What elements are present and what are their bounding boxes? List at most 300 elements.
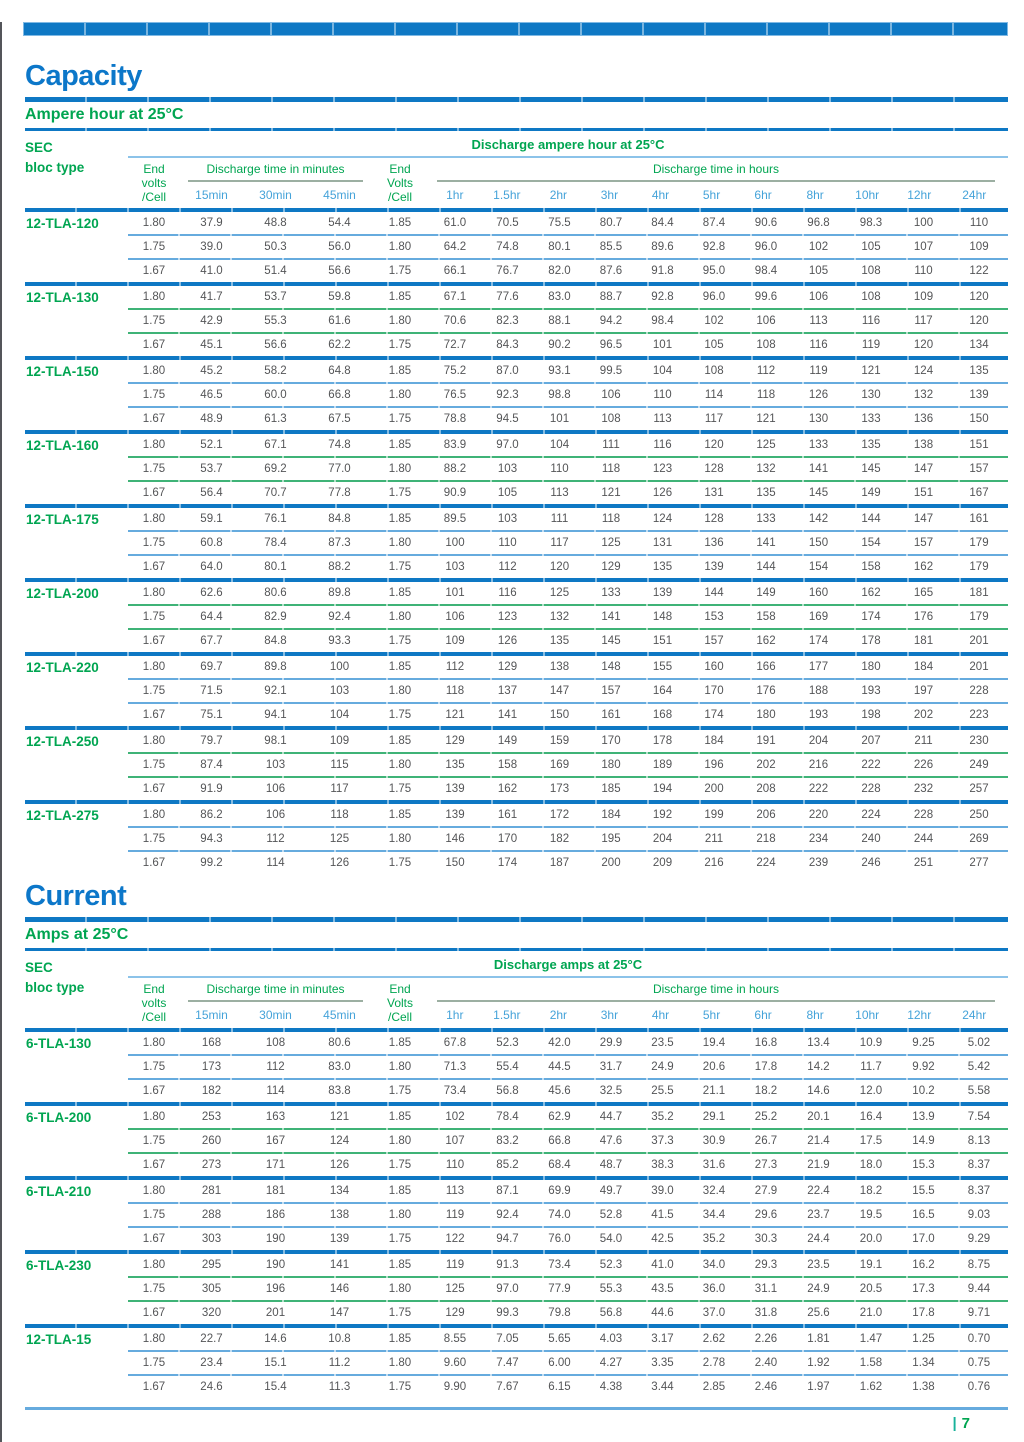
- data-cell: 35.2: [702, 1233, 726, 1245]
- data-cell: 90.2: [548, 339, 571, 351]
- data-cell: 113: [550, 487, 569, 499]
- data-cell: 1.75: [142, 315, 166, 327]
- bloc-group: [25, 804, 1008, 874]
- data-cell: 165: [913, 587, 934, 599]
- data-cell: 110: [653, 389, 672, 401]
- data-cell: 201: [265, 1307, 286, 1319]
- data-cell: 139: [704, 561, 724, 573]
- data-cell: 1.85: [388, 1037, 412, 1049]
- data-cell: 7.54: [967, 1111, 991, 1123]
- data-cell: 145: [601, 635, 621, 647]
- end-volts-hours-header: [371, 162, 429, 204]
- data-cell: 163: [265, 1111, 286, 1123]
- data-cell: 1.38: [912, 1381, 935, 1393]
- column-header: 10hr: [855, 1008, 880, 1022]
- data-cell: 74.0: [548, 1209, 571, 1221]
- data-cell: 1.75: [142, 1135, 166, 1147]
- end-volts-line: /Cell: [141, 1010, 166, 1024]
- data-cell: 117: [914, 315, 933, 327]
- data-cell: 67.7: [200, 635, 223, 647]
- data-cell: 158: [756, 611, 776, 623]
- data-cell: 83.0: [328, 1061, 351, 1073]
- data-cell: 216: [808, 759, 829, 771]
- bloc-group: [25, 212, 1008, 282]
- section-title: Current: [25, 880, 127, 912]
- table-row: [25, 582, 1008, 604]
- data-cell: 92.8: [651, 291, 674, 303]
- data-cell: 151: [652, 635, 673, 647]
- data-cell: 132: [549, 611, 570, 623]
- data-cell: 8.75: [967, 1259, 991, 1271]
- column-header: 2hr: [549, 1008, 568, 1022]
- data-cell: 1.85: [388, 661, 412, 673]
- data-cell: 170: [601, 735, 621, 747]
- divider: [188, 180, 363, 182]
- data-cell: 39.0: [651, 1185, 674, 1197]
- bloc-group: [25, 508, 1008, 578]
- data-cell: 60.0: [264, 389, 287, 401]
- data-cell: 80.7: [599, 217, 623, 229]
- data-cell: 160: [704, 661, 724, 673]
- data-cell: 67.1: [264, 439, 287, 451]
- data-cell: 204: [652, 833, 673, 845]
- data-cell: 66.1: [443, 265, 467, 277]
- data-cell: 253: [201, 1111, 222, 1123]
- data-cell: 161: [497, 809, 518, 821]
- data-cell: 132: [756, 463, 776, 475]
- data-cell: 87.3: [328, 537, 351, 549]
- data-cell: 2.46: [754, 1381, 778, 1393]
- data-cell: 1.67: [142, 413, 166, 425]
- data-cell: 180: [861, 661, 881, 673]
- data-cell: 56.6: [328, 265, 351, 277]
- table-row: [25, 212, 1008, 234]
- data-cell: 119: [445, 1209, 465, 1221]
- data-cell: 16.4: [859, 1111, 883, 1123]
- data-cell: 1.80: [142, 217, 166, 229]
- data-cell: 21.9: [807, 1159, 830, 1171]
- data-cell: 1.80: [388, 1357, 412, 1369]
- table-row: [25, 286, 1008, 308]
- data-cell: 99.6: [754, 291, 778, 303]
- data-cell: 1.85: [388, 1259, 412, 1271]
- data-cell: 0.70: [967, 1333, 991, 1345]
- data-cell: 32.4: [702, 1185, 726, 1197]
- data-cell: 1.85: [388, 513, 412, 525]
- hours-group-label: Discharge time in hours: [652, 982, 780, 996]
- data-cell: 7.67: [496, 1381, 519, 1393]
- data-cell: 21.1: [702, 1085, 726, 1097]
- data-cell: 70.7: [264, 487, 287, 499]
- data-cell: 24.6: [200, 1381, 223, 1393]
- data-cell: 92.3: [496, 389, 519, 401]
- data-cell: 80.6: [264, 587, 287, 599]
- table-row: [25, 630, 1008, 652]
- data-cell: 67.8: [443, 1037, 467, 1049]
- data-cell: 61.0: [443, 217, 467, 229]
- data-cell: 1.80: [142, 661, 166, 673]
- data-cell: 174: [861, 611, 881, 623]
- data-cell: 109: [913, 291, 934, 303]
- data-cell: 17.8: [912, 1307, 935, 1319]
- data-cell: 118: [756, 389, 776, 401]
- data-cell: 83.2: [496, 1135, 519, 1147]
- data-cell: 147: [329, 1307, 350, 1319]
- data-cell: 91.8: [651, 265, 674, 277]
- data-cell: 138: [549, 661, 570, 673]
- divider: [128, 976, 1008, 978]
- data-cell: 101: [652, 339, 673, 351]
- data-cell: 98.4: [754, 265, 778, 277]
- data-cell: 66.8: [548, 1135, 571, 1147]
- column-header: 12hr: [907, 1008, 932, 1022]
- data-cell: 1.80: [388, 241, 412, 253]
- data-cell: 76.5: [443, 389, 467, 401]
- data-cell: 9.03: [967, 1209, 991, 1221]
- data-cell: 106: [265, 783, 286, 795]
- data-cell: 83.9: [443, 439, 467, 451]
- data-cell: 122: [445, 1233, 465, 1245]
- data-cell: 246: [861, 857, 881, 869]
- data-cell: 147: [913, 513, 934, 525]
- data-cell: 150: [808, 537, 829, 549]
- data-cell: 59.1: [200, 513, 223, 525]
- data-cell: 43.5: [651, 1283, 674, 1295]
- data-cell: 139: [652, 587, 673, 599]
- column-header: 4hr: [651, 1008, 670, 1022]
- data-cell: 64.0: [200, 561, 223, 573]
- data-cell: 182: [549, 833, 570, 845]
- data-cell: 138: [329, 1209, 350, 1221]
- minutes-header-group: [180, 982, 371, 1024]
- data-cell: 240: [861, 833, 881, 845]
- data-cell: 84.8: [328, 513, 351, 525]
- data-cell: 102: [808, 241, 829, 253]
- data-cell: 1.80: [142, 587, 166, 599]
- data-cell: 1.80: [388, 1061, 412, 1073]
- section-subtitle: Amps at 25°C: [25, 926, 129, 943]
- data-cell: 69.2: [264, 463, 287, 475]
- data-cell: 1.67: [142, 265, 166, 277]
- data-cell: 244: [913, 833, 934, 845]
- data-cell: 69.9: [548, 1185, 571, 1197]
- data-cell: 12.0: [859, 1085, 883, 1097]
- data-cell: 303: [201, 1233, 222, 1245]
- data-cell: 1.75: [388, 487, 412, 499]
- data-cell: 257: [969, 783, 989, 795]
- data-cell: 38.3: [651, 1159, 674, 1171]
- data-cell: 141: [329, 1259, 350, 1271]
- table-row: [25, 458, 1008, 480]
- data-cell: 26.7: [754, 1135, 778, 1147]
- table-row: [25, 1080, 1008, 1102]
- data-cell: 295: [201, 1259, 222, 1271]
- data-cell: 56.4: [200, 487, 223, 499]
- data-cell: 173: [549, 783, 570, 795]
- bloc-type-label: 12-TLA-200: [26, 585, 99, 601]
- data-cell: 1.80: [142, 365, 166, 377]
- data-cell: 135: [756, 487, 776, 499]
- column-header: 8hr: [806, 1008, 824, 1022]
- data-cell: 55.3: [264, 315, 287, 327]
- data-cell: 176: [756, 685, 776, 697]
- table-row: [25, 482, 1008, 504]
- minutes-group-label: Discharge time in minutes: [206, 982, 345, 996]
- data-cell: 55.3: [599, 1283, 623, 1295]
- data-cell: 181: [265, 1185, 286, 1197]
- data-cell: 162: [861, 587, 881, 599]
- data-cell: 1.80: [388, 389, 412, 401]
- corner-header-line: SEC: [25, 960, 53, 975]
- data-cell: 124: [652, 513, 673, 525]
- data-cell: 76.0: [548, 1233, 571, 1245]
- data-cell: 170: [497, 833, 518, 845]
- table-row: [25, 1254, 1008, 1276]
- data-cell: 129: [497, 661, 518, 673]
- data-cell: 64.8: [328, 365, 351, 377]
- table-row: [25, 1056, 1008, 1078]
- data-cell: 1.75: [388, 1085, 412, 1097]
- data-cell: 1.67: [142, 1233, 166, 1245]
- corner-header-line: SEC: [25, 140, 53, 155]
- data-cell: 126: [497, 635, 518, 647]
- column-header: 10hr: [855, 188, 880, 202]
- data-cell: 91.9: [200, 783, 223, 795]
- data-cell: 176: [913, 611, 934, 623]
- data-cell: 182: [201, 1085, 222, 1097]
- data-cell: 222: [861, 759, 881, 771]
- data-cell: 18.0: [859, 1159, 883, 1171]
- data-cell: 59.8: [328, 291, 351, 303]
- data-cell: 101: [549, 413, 570, 425]
- data-cell: 200: [704, 783, 724, 795]
- data-cell: 169: [549, 759, 570, 771]
- data-cell: 79.8: [548, 1307, 571, 1319]
- data-cell: 88.2: [328, 561, 351, 573]
- data-cell: 147: [913, 463, 934, 475]
- data-cell: 62.9: [548, 1111, 571, 1123]
- data-cell: 144: [861, 513, 881, 525]
- table-row: [25, 754, 1008, 776]
- data-cell: 80.6: [328, 1037, 351, 1049]
- data-cell: 116: [861, 315, 881, 327]
- column-header: 12hr: [907, 188, 932, 202]
- data-cell: 106: [756, 315, 776, 327]
- data-cell: 139: [329, 1233, 350, 1245]
- data-cell: 34.4: [702, 1209, 726, 1221]
- data-cell: 112: [266, 1061, 285, 1073]
- data-cell: 100: [913, 217, 934, 229]
- data-cell: 226: [913, 759, 934, 771]
- data-cell: 190: [265, 1233, 286, 1245]
- data-cell: 85.5: [599, 241, 623, 253]
- data-cell: 125: [329, 833, 350, 845]
- column-header: 24hr: [962, 1008, 987, 1022]
- data-cell: 71.3: [443, 1061, 467, 1073]
- data-cell: 218: [756, 833, 776, 845]
- hour-column-headers: [429, 1008, 1003, 1022]
- data-cell: 118: [445, 685, 465, 697]
- data-cell: 108: [265, 1037, 286, 1049]
- table-row: [25, 310, 1008, 332]
- bloc-group: [25, 1180, 1008, 1250]
- table-row: [25, 606, 1008, 628]
- data-cell: 31.6: [702, 1159, 726, 1171]
- data-cell: 7.05: [496, 1333, 519, 1345]
- data-cell: 146: [329, 1283, 350, 1295]
- data-cell: 177: [808, 661, 829, 673]
- data-cell: 25.5: [651, 1085, 674, 1097]
- sub-header-row: [128, 982, 1008, 1024]
- data-cell: 1.75: [142, 611, 166, 623]
- data-cell: 69.7: [200, 661, 223, 673]
- column-header: 45min: [323, 188, 356, 202]
- data-cell: 41.0: [651, 1259, 674, 1271]
- data-cell: 1.80: [388, 1209, 412, 1221]
- data-cell: 32.5: [599, 1085, 623, 1097]
- data-cell: 190: [265, 1259, 286, 1271]
- page-number: [25, 1415, 1008, 1433]
- data-cell: 98.4: [651, 315, 674, 327]
- table-row: [25, 408, 1008, 430]
- bloc-type-label: 12-TLA-175: [26, 511, 99, 527]
- data-cell: 19.5: [859, 1209, 883, 1221]
- data-cell: 88.2: [443, 463, 467, 475]
- data-cell: 135: [861, 439, 881, 451]
- data-cell: 11.3: [328, 1381, 351, 1393]
- data-cell: 11.2: [328, 1357, 351, 1369]
- data-cell: 48.7: [599, 1159, 623, 1171]
- data-cell: 112: [266, 833, 285, 845]
- data-cell: 25.2: [754, 1111, 778, 1123]
- data-cell: 98.1: [264, 735, 287, 747]
- corner-header: [25, 958, 84, 998]
- top-banner-bar: [23, 22, 1008, 36]
- column-header: 5hr: [702, 1008, 721, 1022]
- data-cell: 142: [808, 513, 829, 525]
- data-cell: 102: [704, 315, 724, 327]
- data-cell: 96.8: [807, 217, 830, 229]
- data-cell: 96.0: [702, 291, 726, 303]
- data-cell: 53.7: [264, 291, 287, 303]
- data-cell: 10.8: [328, 1333, 351, 1345]
- data-cell: 105: [808, 265, 829, 277]
- data-cell: 4.03: [599, 1333, 623, 1345]
- data-cell: 135: [549, 635, 570, 647]
- data-cell: 230: [969, 735, 989, 747]
- data-cell: 119: [809, 365, 828, 377]
- data-cell: 39.0: [200, 241, 223, 253]
- data-cell: 71.5: [200, 685, 223, 697]
- data-cell: 198: [861, 709, 881, 721]
- table-row: [25, 1154, 1008, 1176]
- data-cell: 1.75: [388, 265, 412, 277]
- data-cell: 103: [329, 685, 350, 697]
- data-cell: 320: [201, 1307, 222, 1319]
- data-cell: 89.8: [264, 661, 287, 673]
- data-cell: 200: [601, 857, 621, 869]
- column-header: 6hr: [754, 1008, 772, 1022]
- data-cell: 164: [652, 685, 673, 697]
- data-cell: 118: [330, 809, 349, 821]
- data-cell: 1.80: [388, 537, 412, 549]
- data-cell: 162: [913, 561, 934, 573]
- data-cell: 1.67: [142, 857, 166, 869]
- column-header: 3hr: [600, 1008, 619, 1022]
- bloc-group: [25, 1032, 1008, 1102]
- table-row: [25, 1204, 1008, 1226]
- data-cell: 197: [913, 685, 934, 697]
- data-cell: 14.9: [912, 1135, 935, 1147]
- data-cell: 77.8: [328, 487, 351, 499]
- data-cell: 119: [861, 339, 881, 351]
- data-cell: 17.0: [912, 1233, 935, 1245]
- data-cell: 9.92: [912, 1061, 935, 1073]
- data-cell: 96.0: [754, 241, 778, 253]
- data-cell: 189: [652, 759, 673, 771]
- data-cell: 67.5: [328, 413, 351, 425]
- data-cell: 45.6: [548, 1085, 571, 1097]
- data-cell: 47.6: [599, 1135, 623, 1147]
- column-header: 24hr: [962, 188, 987, 202]
- minutes-group-label: Discharge time in minutes: [206, 162, 345, 176]
- data-cell: 126: [329, 1159, 350, 1171]
- data-cell: 87.0: [496, 365, 519, 377]
- data-cell: 281: [201, 1185, 222, 1197]
- data-cell: 30.9: [702, 1135, 726, 1147]
- data-cell: 75.2: [443, 365, 467, 377]
- data-cell: 111: [602, 439, 620, 451]
- table-row: [25, 360, 1008, 382]
- data-cell: 153: [704, 611, 724, 623]
- data-cell: 86.2: [200, 809, 223, 821]
- data-cell: 42.9: [200, 315, 223, 327]
- data-cell: 84.3: [496, 339, 519, 351]
- data-cell: 154: [861, 537, 881, 549]
- data-cell: 103: [445, 561, 465, 573]
- data-cell: 70.5: [496, 217, 519, 229]
- data-cell: 22.4: [807, 1185, 830, 1197]
- data-cell: 99.3: [496, 1307, 519, 1319]
- data-cell: 168: [652, 709, 673, 721]
- column-header: 1.5hr: [493, 1008, 521, 1022]
- data-cell: 209: [652, 857, 673, 869]
- data-cell: 173: [201, 1061, 222, 1073]
- data-cell: 1.67: [142, 1085, 166, 1097]
- data-cell: 108: [861, 265, 881, 277]
- table-row: [25, 852, 1008, 874]
- data-cell: 184: [601, 809, 621, 821]
- data-cell: 90.9: [443, 487, 467, 499]
- bloc-type-label: 12-TLA-120: [26, 215, 99, 231]
- data-cell: 82.3: [496, 315, 519, 327]
- data-cell: 174: [704, 709, 724, 721]
- capacity-section: [25, 61, 1008, 874]
- data-cell: 126: [652, 487, 673, 499]
- data-cell: 181: [913, 635, 934, 647]
- data-cell: 188: [808, 685, 829, 697]
- bloc-type-label: 12-TLA-220: [26, 659, 99, 675]
- datasheet-page: [0, 22, 1024, 1442]
- column-header: 2hr: [549, 188, 568, 202]
- data-cell: 50.3: [264, 241, 287, 253]
- data-cell: 158: [497, 759, 518, 771]
- data-cell: 273: [201, 1159, 222, 1171]
- data-cell: 157: [704, 635, 724, 647]
- data-cell: 17.8: [754, 1061, 778, 1073]
- data-cell: 95.0: [702, 265, 726, 277]
- data-cell: 3.35: [651, 1357, 674, 1369]
